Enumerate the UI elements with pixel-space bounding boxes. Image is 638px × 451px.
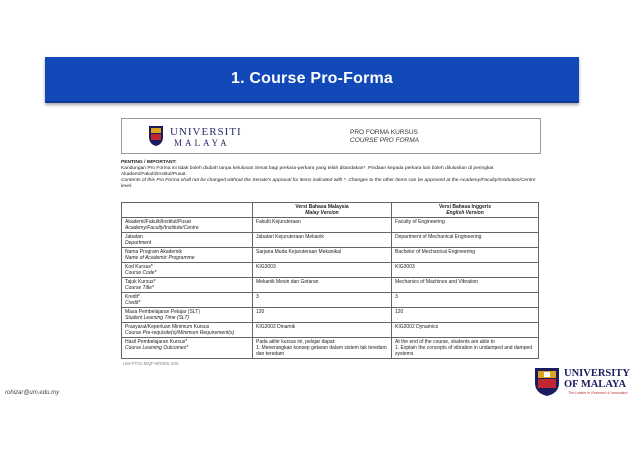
- logo-tagline: The Leader in Research & Innovation: [568, 391, 628, 395]
- proforma-title-malay: PRO FORMA KURSUS: [350, 129, 418, 136]
- notice-heading: PENTING / IMPORTANT:: [121, 160, 177, 165]
- crest-icon: [534, 367, 560, 397]
- footer-email: rohizar@um.edu.my: [5, 390, 60, 396]
- slide-title: 1. Course Pro-Forma: [230, 70, 394, 87]
- document-header: [121, 118, 541, 154]
- proforma-document: [121, 118, 541, 374]
- university-crest-icon: [148, 125, 164, 147]
- empty-header-cell: [122, 203, 253, 218]
- logo-text-of-malaya: OF MALAYA: [564, 379, 627, 390]
- table-row: Akademi/Fakulti/Institut/Pusat Academy/Faculty/Institute/Centre Fakulti Kejuruteraan Faculty of Engineering: [122, 218, 539, 233]
- table-row-outcomes: Hasil Pembelajaran Kursus* Course Learning Outcomes* Pada akhir kursus ini, pelajar dapat: 1. Menerangkan konsep getaran dalam sistem tak teredam dan teredam At the end of the course, students are able to 1. Explain the concepts of vibration in undamped and damped systems: [122, 338, 539, 359]
- document-code: UM-PT01-MQF-BR005-S00: [123, 361, 179, 366]
- table-row: Masa Pembelajaran Pelajar (SLT) Student Learning Time (SLT) 120 120: [122, 308, 539, 323]
- title-banner: [45, 57, 579, 103]
- proforma-title-english: COURSE PRO FORMA: [350, 137, 419, 144]
- table-row: Nama Program Akademik Name of Academic Programme Sarjana Muda Kejuruteraan Mekanikal Bachelor of Mechanical Engineering: [122, 248, 539, 263]
- table-row: Tajuk Kursus* Course Title* Mekanik Mesin dan Getaran Mechanics of Machines and Vibration: [122, 278, 539, 293]
- notice-malay: Kandungan Pro Forma ini tidak boleh diubah tanpa kelulusan Senat bagi perkara-perkara yang telah ditandakan*. Pindaan kepada perkara lain boleh diluluskan di peringkat Akademi/Fakulti/Institut/Pusat.: [121, 166, 494, 177]
- table-row: Prasyarat/Keperluan Minimum Kursus Course Pre-requisite(s)/Minimum Requirement(s) KIG2002 Dinamik KIG2002 Dynamics: [122, 323, 539, 338]
- table-row: Kredit* Credit* 3 3: [122, 293, 539, 308]
- table-row: Jabatan Department Jabatan Kejuruteraan Mekanik Department of Mechanical Engineering: [122, 233, 539, 248]
- proforma-table: [121, 202, 539, 359]
- important-notice: [121, 160, 541, 190]
- header-english-version: Versi Bahasa Inggeris English Version: [392, 203, 539, 218]
- header-malay-version: Versi Bahasa Malaysia Malay Version: [253, 203, 392, 218]
- logo-text-line2: MALAYA: [174, 138, 230, 148]
- notice-english: Contents of this Pro Forma shall not be changed without the Senate's approval for items indicated with *. Changes to the other items can be approved at the Academy/Faculty/Institution/Centre level.: [121, 178, 536, 189]
- university-logo: [534, 366, 634, 398]
- logo-text-university: UNIVERSITY: [564, 368, 630, 379]
- table-header-row: [122, 203, 539, 218]
- table-row: Kod Kursus* Course Code* KIG3003 KIG3003: [122, 263, 539, 278]
- logo-text-line1: UNIVERSITI: [170, 126, 242, 138]
